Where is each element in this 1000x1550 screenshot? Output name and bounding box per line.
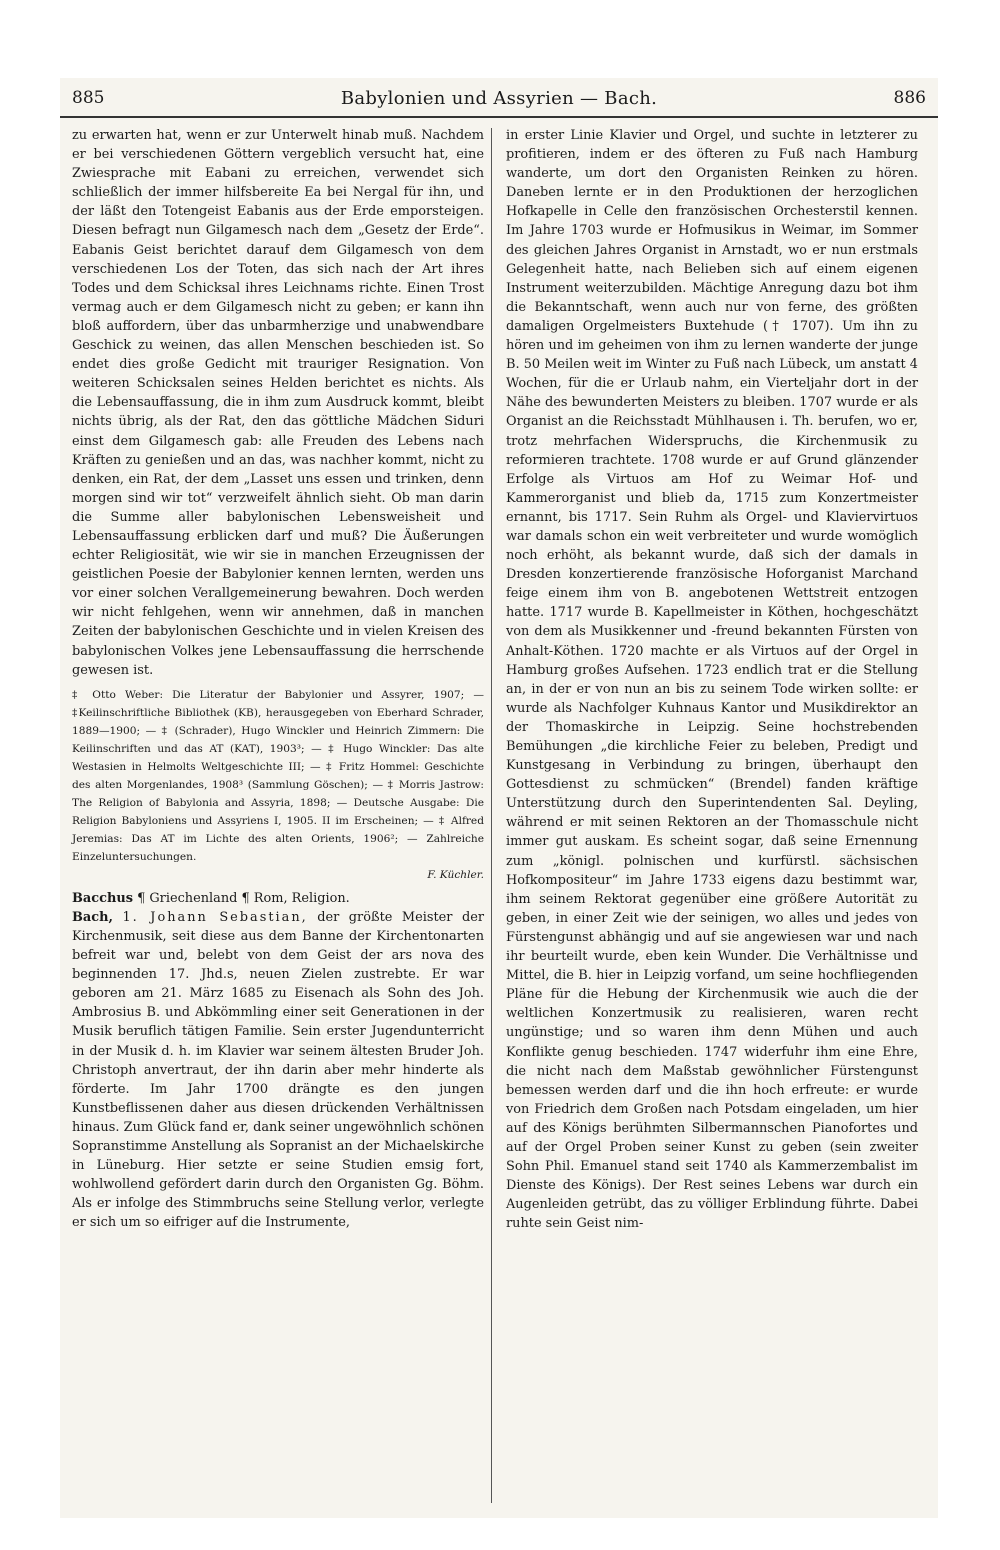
left-column	[72, 126, 484, 1233]
running-title: Babylonien und Assyrien — Bach.	[340, 87, 658, 109]
bach-entry	[72, 908, 484, 1233]
bibliography-references: ‡ Otto Weber: Die Literatur der Babylonier und Assyrer, 1907; — ‡Keilinschriftliche Bibliothek (KB), herausgegeben von Eberhard Schrader, 1889—1900; — ‡ (Schrader), Hugo Winckler und Heinrich Zimmern: Die Keilinschriften und das AT (KAT), 1903³; — ‡ Hugo Winckler: Das alte Westasien in Helmolts Weltgeschichte III; — ‡ Fritz Hommel: Geschichte des alten Morgenlandes, 1908³ (Sammlung Göschen); — ‡ Morris Jastrow: The Religion of Babylonia and Assyria, 1898; — Deutsche Ausgabe: Die Religion Babyloniens und Assyriens I, 1905. II im Erscheinen; — ‡ Alfred Jeremias: Das AT im Lichte des alten Orients, 1906²; — Zahlreiche Einzeluntersuchungen.	[72, 688, 484, 863]
bacchus-crossref: ¶ Griechenland ¶ Rom, Religion.	[137, 890, 350, 906]
bach-entry-text: der größte Meister der Kirchenmusik, seit diese aus dem Banne der Kirchentonarten befreit war und, belebt von dem Geist der ars nova des beginnenden 17. Jhd.s, neuen Zielen zustrebte. Er war geboren am 21. März 1685 zu Eisenach als Sohn des Joh. Ambrosius B. und Abkömmling einer seit Generationen in der Musik beruflich tätigen Familie. Sein erster Jugendunterricht in der Musik d. h. im Klavier war seinem ältesten Bruder Joh. Christoph anvertraut, der ihn darin aber mehr hinderte als förderte. Im Jahr 1700 drängte es den jungen Kunstbeflissenen daher aus diesen drückenden Verhältnissen hinaus. Zum Glück fand er, dank seiner ungewöhnlich schönen Sopranstimme Anstellung als Sopranist an der Michaelskirche in Lüneburg. Hier setzte er seine Studien emsig fort, wohlwollend gefördert darin durch den Organisten Gg. Böhm. Als er infolge des Stimmbruchs seine Stellung verlor, verlegte er sich um so eifriger auf die Instrumente,	[72, 909, 484, 1231]
bacchus-entry	[72, 889, 484, 908]
column-divider	[491, 128, 492, 1503]
author-signature: F. Küchler.	[427, 868, 484, 881]
book-page	[60, 78, 938, 1518]
bach-headword: Bach,	[72, 909, 113, 925]
right-body-text: in erster Linie Klavier und Orgel, und suchte in letzterer zu profitieren, indem er des öfteren zu Fuß nach Hamburg wanderte, um dort den Organisten Reinken zu hören. Daneben lernte er in den Produktionen der herzoglichen Hofkapelle in Celle den französischen Orchesterstil kennen. Im Jahre 1703 wurde er Hofmusikus in Weimar, im Sommer des gleichen Jahres Organist in Arnstadt, wo er nun erstmals Gelegenheit hatte, nach Belieben sich auf einem eigenen Instrument weiterzubilden. Mächtige Anregung dazu bot ihm die Bekanntschaft, wenn auch nur von ferne, des größten damaligen Orgelmeisters Buxtehude († 1707). Um ihn zu hören und im geheimen von ihm zu lernen wanderte der junge B. 50 Meilen weit im Winter zu Fuß nach Lübeck, um anstatt 4 Wochen, für die er Urlaub nahm, ein Vierteljahr dort in der Nähe des bewunderten Meisters zu bleiben. 1707 wurde er als Organist an die Reichsstadt Mühlhausen i. Th. berufen, wo er, trotz mehrfachen Widerspruchs, die Kirchenmusik zu reformieren trachtete. 1708 wurde er auf Grund glänzender Erfolge als Virtuos am Hof zu Weimar Hof- und Kammerorganist und blieb da, 1715 zum Konzertmeister ernannt, bis 1717. Sein Ruhm als Orgel- und Klaviervirtuos war damals schon ein weit verbreiteter und wurde womöglich noch erhöht, als bekannt wurde, daß sich der damals in Dresden konzertierende französische Hoforganist Marchand feige einem ihm von B. angebotenen Wettstreit entzogen hatte. 1717 wurde B. Kapellmeister in Köthen, hochgeschätzt von dem als Musikkenner und -freund bekannten Fürsten von Anhalt-Köthen. 1720 machte er als Virtuos auf der Orgel in Hamburg großes Aufsehen. 1723 endlich trat er die Stellung an, in der er von nun an bis zu seinem Tode wirken sollte: er wurde als Nachfolger Kuhnaus Kantor und Musikdirektor an der Thomaskirche in Leipzig. Seine hochstrebenden Bemühungen „die kirchliche Feier zu beleben, Predigt und Kunstgesang in Verbindung zu bringen, überhaupt den Gottesdienst zu schmücken“ (Brendel) fanden kräftige Unterstützung durch den Superintendenten Sal. Deyling, während er mit seinen Rektoren an der Thomasschule nicht immer gut auskam. Es scheint sogar, daß seine Ernennung zum „königl. polnischen und kurfürstl. sächsischen Hofkompositeur“ im Jahre 1733 eigens dazu bestimmt war, ihm seinem Rektorat gegenüber eine größere Autorität zu geben, in einer Zeit wie der seinigen, wo alles und jedes von Fürstengunst abhängig und auf sie angewiesen war und nach ihr beurteilt wurde, eben kein Wunder. Die Verhältnisse und Mittel, die B. hier in Leipzig vorfand, um seine hochfliegenden Pläne für die Hebung der Kirchenmusik wie auch die der weltlichen Konzertmusik zu realisieren, waren recht ungünstige; und so waren ihm denn Mühen und auch Konflikte genug beschieden. 1747 widerfuhr ihm eine Ehre, die nicht nach dem Maßstab gewöhnlicher Fürstengunst bemessen werden darf und die ihn hoch erfreute: er wurde von Friedrich dem Großen nach Potsdam eingeladen, um hier auf des Königs berühmten Silbermannschen Pianofortes und auf der Orgel Proben seiner Kunst zu geben (sein zweiter Sohn Phil. Emanuel stand seit 1740 als Kammerzembalist im Dienste des Königs). Der Rest seines Lebens war durch ein Augenleiden getrübt, das zu völliger Erblindung führte. Dabei ruhte sein Geist nim-	[506, 128, 918, 1232]
bach-name: 1. Johann Sebastian,	[122, 909, 308, 925]
running-header	[60, 80, 938, 118]
left-body-text: zu erwarten hat, wenn er zur Unterwelt hinab muß. Nachdem er bei verschiedenen Göttern vergeblich versucht hat, eine Zwiesprache mit Eabani zu erreichen, verwendet sich schließlich der immer hilfsbereite Ea bei Nergal für ihn, und der läßt den Totengeist Eabanis aus der Erde emporsteigen. Diesen befragt nun Gilgamesch nach dem „Gesetz der Erde“. Eabanis Geist berichtet darauf dem Gilgamesch von dem verschiedenen Los der Toten, das sich nach der Art ihres Todes und dem Schicksal ihres Leichnams richte. Einen Trost vermag auch er dem Gilgamesch nicht zu geben; er kann ihn bloß auffordern, über das unbarmherzige und unabwendbare Geschick zu weinen, das allen Menschen beschieden ist. So endet dies große Gedicht mit trauriger Resignation. Von weiteren Schicksalen seines Helden berichtet es nichts. Als die Lebensauffassung, die in ihm zum Ausdruck kommt, bleibt nichts übrig, als der Rat, den das göttliche Mädchen Siduri einst dem Gilgamesch gab: alle Freuden des Lebens nach Kräften zu genießen und an das, was nachher kommt, nicht zu denken, ein Rat, der dem „Lasset uns essen und trinken, denn morgen sind wir tot“ verzweifelt ähnlich sieht. Ob man darin die Summe aller babylonischen Lebensweisheit und Lebensauffassung erblicken darf und muß? Die Äußerungen echter Religiosität, wie wir sie in manchen Erzeugnissen der geistlichen Poesie der Babylonier kennen lernten, werden uns vor einer solchen Verallgemeinerung bewahren. Doch werden wir nicht fehlgehen, wenn wir annehmen, daß in manchen Zeiten der babylonischen Geschichte und in vielen Kreisen des babylonischen Volkes jene Lebensauffassung die herrschende gewesen ist.	[72, 128, 484, 678]
bacchus-headword: Bacchus	[72, 890, 133, 906]
page-number-left: 885	[72, 88, 105, 108]
page-number-right: 886	[893, 88, 926, 108]
right-column	[506, 126, 918, 1233]
